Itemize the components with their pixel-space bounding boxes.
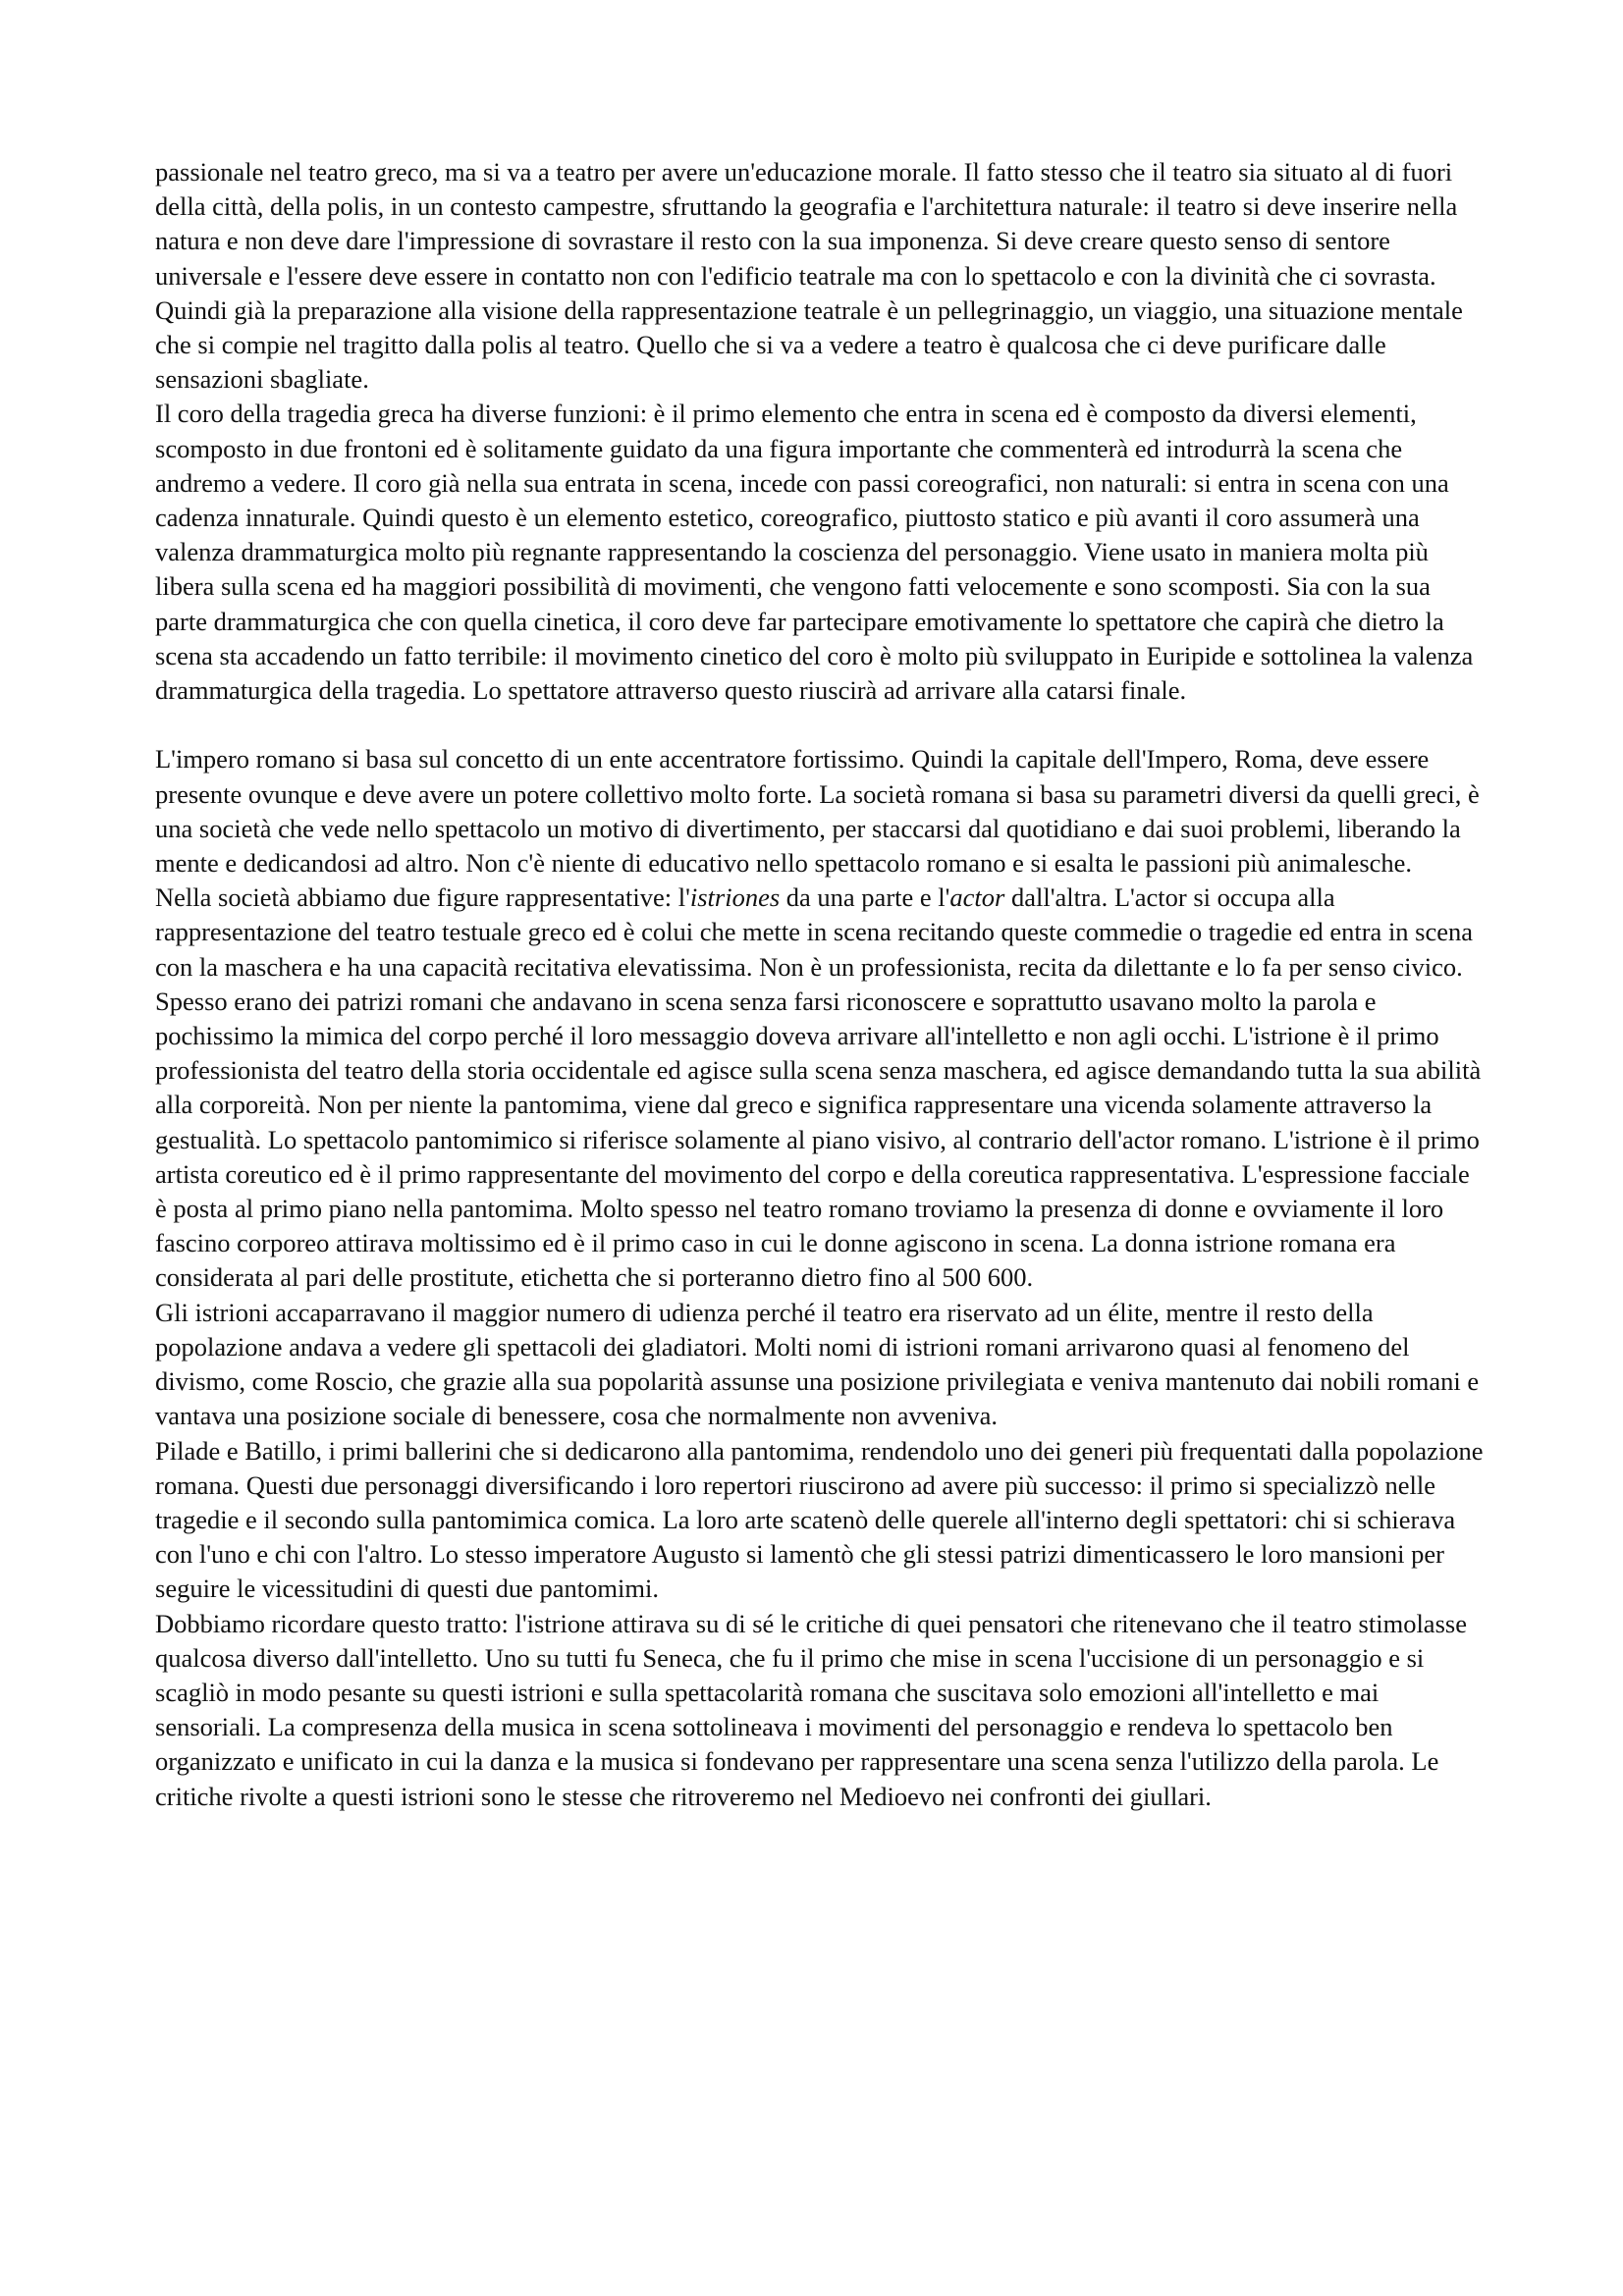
paragraph-spacer xyxy=(155,708,1486,742)
document-body xyxy=(155,155,1486,1814)
term-istriones: istriones xyxy=(689,882,781,913)
paragraph-istriones-actor xyxy=(155,881,1486,1295)
paragraph-greek-theatre: passionale nel teatro greco, ma si va a teatro per avere un'educazione morale. Il fatto stesso che il teatro sia situato al di fuori della città, della polis, in un contesto campestre, sfruttando la geografia e l'architettura naturale: il teatro si deve inserire nella natura e non deve dare l'impressione di sovrastare il resto con la sua imponenza. Si deve creare questo senso di sentore universale e l'essere deve essere in contatto non con l'edificio teatrale ma con lo spettacolo e con la divinità che ci sovrasta. Quindi già la preparazione alla visione della rappresentazione teatrale è un pellegrinaggio, un viaggio, una situazione mentale che si compie nel tragitto dalla polis al teatro. Quello che si va a vedere a teatro è qualcosa che ci deve purificare dalle sensazioni sbagliate. xyxy=(155,157,1463,395)
paragraph-greek-chorus: Il coro della tragedia greca ha diverse funzioni: è il primo elemento che entra in scena ed è composto da diversi elementi, scomposto in due frontoni ed è solitamente guidato da una figura importante che commenterà ed introdurrà la scena che andremo a vedere. Il coro già nella sua entrata in scena, incede con passi coreografici, non naturali: si entra in scena con una cadenza innaturale. Quindi questo è un elemento estetico, coreografico, piuttosto statico e più avanti il coro assumerà una valenza drammaturgica molto più regnante rappresentando la coscienza del personaggio. Viene usato in maniera molta più libera sulla scena ed ha maggiori possibilità di movimenti, che vengono fatti velocemente e sono scomposti. Sia con la sua parte drammaturgica che con quella cinetica, il coro deve far partecipare emotivamente lo spettatore che capirà che dietro la scena sta accadendo un fatto terribile: il movimento cinetico del coro è molto più sviluppato in Euripide e sottolinea la valenza drammaturgica della tragedia. Lo spettatore attraverso questo riuscirà ad arrivare alla catarsi finale. xyxy=(155,399,1474,706)
text-segment: Nella società abbiamo due figure rappresentative: l' xyxy=(155,882,690,913)
term-actor: actor xyxy=(949,882,1005,913)
text-segment: dall'altra. L'actor si occupa alla rappresentazione del teatro testuale greco ed è colui che mette in scena recitando queste commedie o tragedie ed entra in scena con la maschera e ha una capacità recitativa elevatissima. Non è un professionista, recita da dilettante e lo fa per senso civico. Spesso erano dei patrizi romani che andavano in scena senza farsi riconoscere e soprattutto usavano molto la parola e pochissimo la mimica del corpo perché il loro messaggio doveva arrivare all'intelletto e non agli occhi. L'istrione è il primo professionista del teatro della storia occidentale ed agisce sulla scena senza maschera, ed agisce demandando tutta la sua abilità alla corporeità. Non per niente la pantomima, viene dal greco e significa rappresentare una vicenda solamente attraverso la gestualità. Lo spettacolo pantomimico si riferisce solamente al piano visivo, al contrario dell'actor romano. L'istrione è il primo artista coreutico ed è il primo rappresentante del movimento del corpo e della coreutica rappresentativa. L'espressione facciale è posta al primo piano nella pantomima. Molto spesso nel teatro romano troviamo la presenza di donne e ovviamente il loro fascino corporeo attirava moltissimo ed è il primo caso in cui le donne agiscono in scena. La donna istrione romana era considerata al pari delle prostitute, etichetta che si porteranno dietro fino al 500 600. xyxy=(155,882,1482,1293)
paragraph-seneca-critique: Dobbiamo ricordare questo tratto: l'istrione attirava su di sé le critiche di quei pensatori che ritenevano che il teatro stimolasse qualcosa diverso dall'intelletto. Uno su tutti fu Seneca, che fu il primo che mise in scena l'uccisione di un personaggio e si scagliò in modo pesante su questi istrioni e sulla spettacolarità romana che suscitava solo emozioni all'intelletto e mai sensoriali. La compresenza della musica in scena sottolineava i movimenti del personaggio e rendeva lo spettacolo ben organizzato e unificato in cui la danza e la musica si fondevano per rappresentare una scena senza l'utilizzo della parola. Le critiche rivolte a questi istrioni sono le stesse che ritroveremo nel Medioevo nei confronti dei giullari. xyxy=(155,1608,1467,1811)
paragraph-roman-empire: L'impero romano si basa sul concetto di un ente accentratore fortissimo. Quindi la capitale dell'Impero, Roma, deve essere presente ovunque e deve avere un potere collettivo molto forte. La società romana si basa su parametri diversi da quelli greci, è una società che vede nello spettacolo un motivo di divertimento, per staccarsi dal quotidiano e dai suoi problemi, liberando la mente e dedicandosi ad altro. Non c'è niente di educativo nello spettacolo romano e si esalta le passioni più animalesche. xyxy=(155,744,1480,879)
text-segment: da una parte e l' xyxy=(780,882,950,913)
paragraph-istrioni-audience: Gli istrioni accaparravano il maggior numero di udienza perché il teatro era riservato ad un élite, mentre il resto della popolazione andava a vedere gli spettacoli dei gladiatori. Molti nomi di istrioni romani arrivarono quasi al fenomeno del divismo, come Roscio, che grazie alla sua popolarità assunse una posizione privilegiata e veniva mantenuto dai nobili romani e vantava una posizione sociale di benessere, cosa che normalmente non avveniva. xyxy=(155,1297,1480,1431)
paragraph-pilade-batillo: Pilade e Batillo, i primi ballerini che si dedicarono alla pantomima, rendendolo uno dei generi più frequentati dalla popolazione romana. Questi due personaggi diversificando i loro repertori riuscirono ad avere più successo: il primo si specializzò nelle tragedie e il secondo sulla pantomimica comica. La loro arte scatenò delle querele all'interno degli spettatori: chi si schierava con l'uno e chi con l'altro. Lo stesso imperatore Augusto si lamentò che gli stessi patrizi dimenticassero le loro mansioni per seguire le vicessitudini di questi due pantomimi. xyxy=(155,1435,1484,1604)
